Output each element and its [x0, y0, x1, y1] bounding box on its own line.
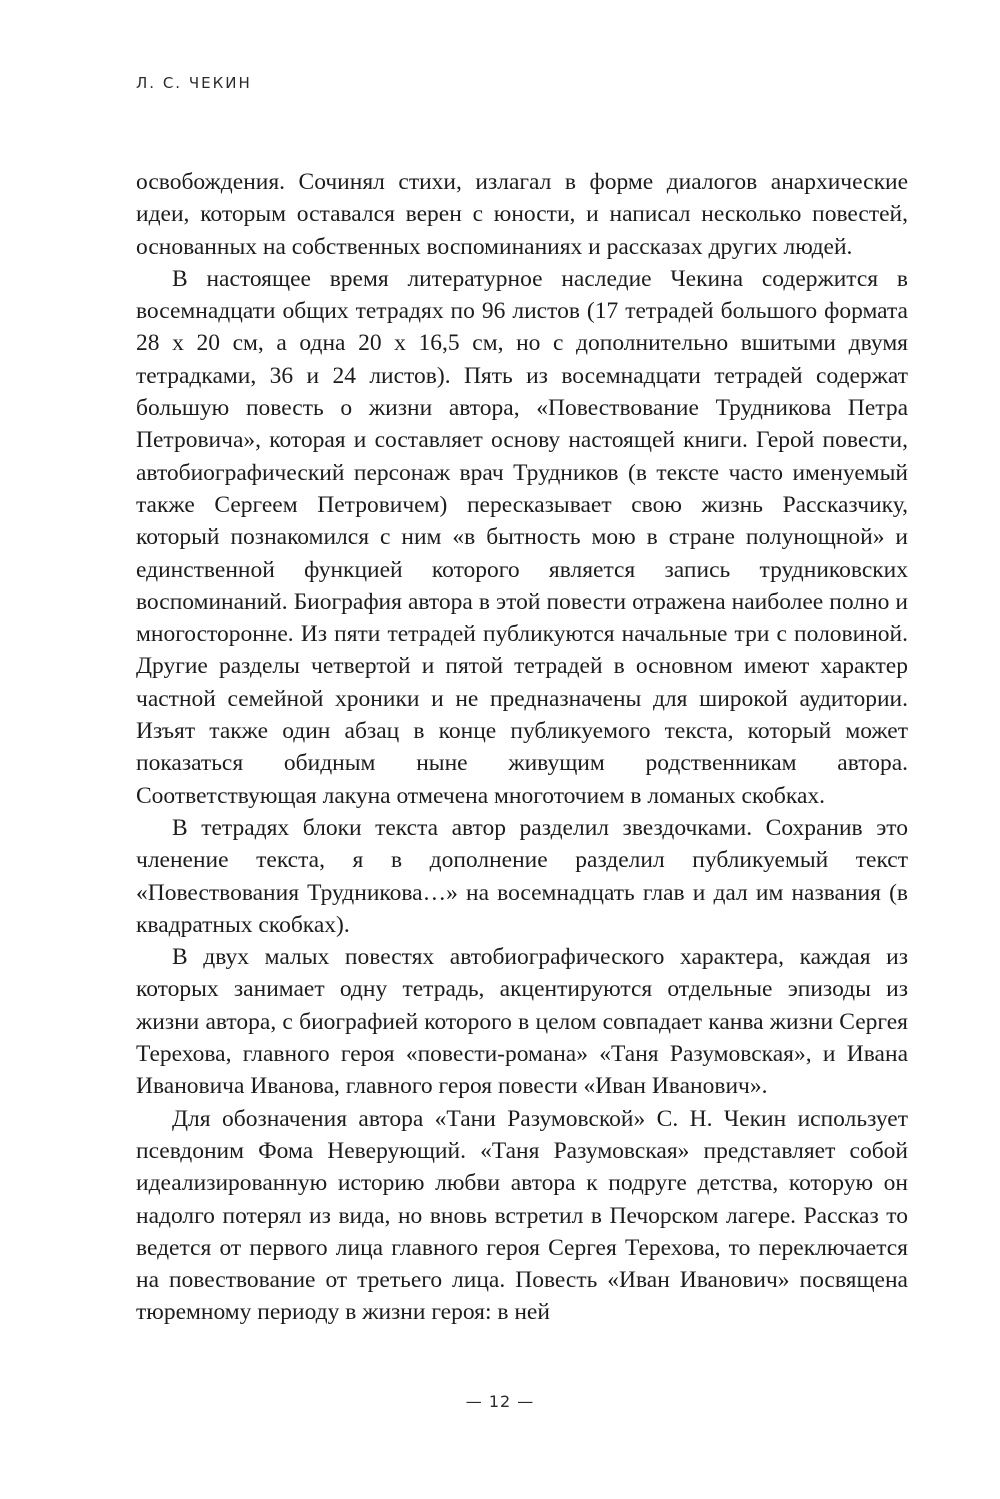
- paragraph: В тетрадях блоки текста автор разделил звездочками. Сохранив это членение текста, я в дополнение разделил публикуемый текст «Повествования Трудникова…» на восемнадцать глав и дал им названия (в квадратных скобках).: [136, 814, 908, 938]
- page-number: — 12 —: [465, 1392, 535, 1411]
- paragraph: Для обозначения автора «Тани Разумовской» С. Н. Чекин использует псевдоним Фома Неверующий. «Таня Разумовская» представляет собой идеализированную историю любви автора к подруге детства, которую он надолго потерял из вида, но вновь встретил в Печорском лагере. Рассказ то ведется от первого лица главного героя Сергея Терехова, то переключается на повествование от третьего лица. Повесть «Иван Иванович» посвящена тюремному периоду в жизни героя: в ней: [136, 1105, 908, 1326]
- paragraph: В настоящее время литературное наследие Чекина содержится в восемнадцати общих тетрадях по 96 листов (17 тетрадей большого формата 28 x 20 см, а одна 20 x 16,5 см, но с дополнительно вшитыми двумя тетрадками, 36 и 24 листов). Пять из восемнадцати тетрадей содержат большую повесть о жизни автора, «Повествование Трудникова Петра Петровича», которая и составляет основу настоящей книги. Герой повести, автобиографический персонаж врач Трудников (в тексте часто именуемый также Сергеем Петровичем) пересказывает свою жизнь Рассказчику, который познакомился с ним «в бытность мою в стране полунощной» и единственной функцией которого является запись трудниковских воспоминаний. Биография автора в этой повести отражена наиболее полно и многосторонне. Из пяти тетрадей публикуются начальные три с половиной. Другие разделы четвертой и пятой тетрадей в основном имеют характер частной семейной хроники и не предназначены для широкой аудитории. Изъят также один абзац в конце публикуемого текста, который может показаться обидным ныне живущим родственникам автора. Соответствующая лакуна отмечена многоточием в ломаных скобках.: [136, 265, 908, 809]
- paragraph-continuation: освобождения. Сочинял стихи, излагал в форме диалогов анархические идеи, которым оставался верен с юности, и написал несколько повестей, основанных на собственных воспоминаниях и рассказах других людей.: [136, 169, 908, 260]
- body-text: [136, 166, 908, 1329]
- paragraph: В двух малых повестях автобиографического характера, каждая из которых занимает одну тетрадь, акцентируются отдельные эпизоды из жизни автора, с биографией которого в целом совпадает канва жизни Сергея Терехова, главного героя «повести-романа» «Таня Разумовская», и Ивана Ивановича Иванова, главного героя повести «Иван Иванович».: [136, 944, 908, 1100]
- running-head: Л. С. ЧЕКИН: [136, 74, 252, 92]
